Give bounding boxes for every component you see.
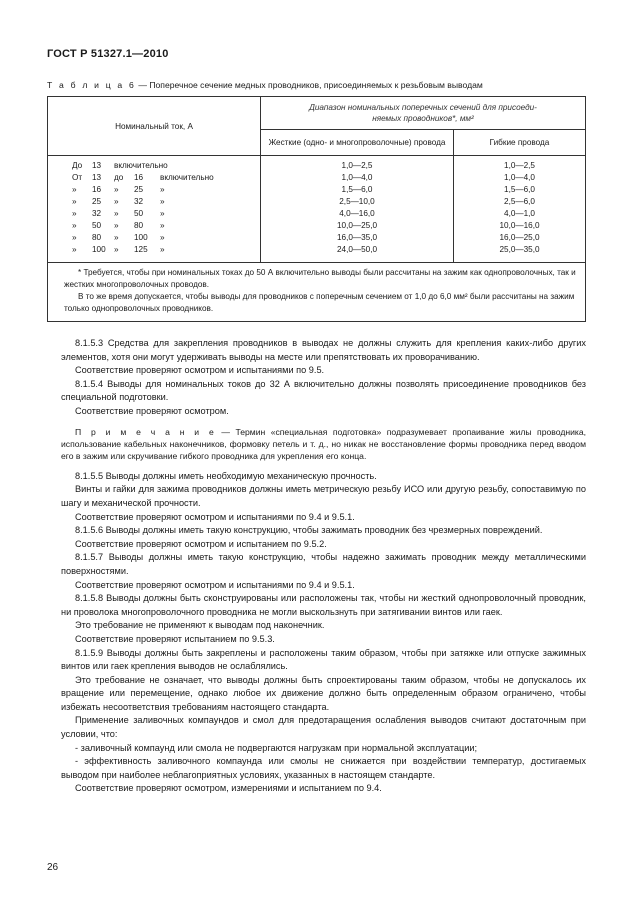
current-cell: 25: [92, 197, 102, 206]
rigid-value: 10,0—25,0: [336, 221, 378, 230]
paragraph: 8.1.5.4 Выводы для номинальных токов до 32 А включительно должны позволять присоединение проводников без специальной подготовки.: [61, 378, 586, 403]
current-cell: включительно: [114, 161, 168, 170]
current-cell: »: [72, 197, 77, 206]
current-cell: »: [72, 245, 77, 254]
rigid-value: 4,0—16,0: [339, 209, 375, 218]
current-column: [48, 156, 261, 263]
rigid-value: 1,0—4,0: [341, 173, 373, 182]
current-cell: 50: [92, 221, 102, 230]
paragraph: Соответствие проверяют осмотром.: [75, 405, 229, 416]
current-cell: »: [72, 221, 77, 230]
current-range: [48, 196, 260, 208]
current-cell: »: [160, 233, 165, 242]
flexible-column: [454, 156, 586, 263]
current-range: [48, 172, 260, 184]
current-cell: »: [160, 245, 165, 254]
current-cell: »: [72, 233, 77, 242]
current-range: [48, 232, 260, 244]
current-cell: 100: [92, 245, 106, 254]
current-cell: включительно: [160, 173, 214, 182]
paragraph: Соответствие проверяют осмотром и испытаниями по 9.5.: [75, 365, 325, 376]
rigid-value: 1,5—6,0: [341, 185, 373, 194]
current-cell: »: [160, 185, 165, 194]
flexible-value: 1,0—2,5: [504, 161, 535, 170]
range-header-line1: Диапазон номинальных поперечных сечений для присоеди-: [309, 103, 537, 112]
paragraph: Соответствие проверяют осмотром и испытаниями по 9.4 и 9.5.1.: [75, 511, 355, 522]
current-cell: »: [160, 209, 165, 218]
paragraph: Это требование не применяют к выводам под наконечник.: [75, 620, 325, 631]
current-cell: »: [72, 185, 77, 194]
rigid-column: [261, 156, 454, 263]
current-cell: »: [160, 221, 165, 230]
current-range: [48, 184, 260, 196]
current-cell: До: [72, 161, 83, 170]
conductor-section-table: [47, 96, 586, 322]
note-label: П р и м е ч а н и е: [75, 426, 216, 437]
col-header-range: [261, 97, 586, 130]
current-cell: »: [114, 245, 119, 254]
current-cell: 125: [134, 245, 148, 254]
footnote: * Требуется, чтобы при номинальных токах до 50 А включительно выводы были рассчитаны на зажим как однопроволочных, так и жестких многопроволочных проводов.: [64, 268, 576, 289]
range-header-line2: няемых проводников*, мм²: [372, 114, 474, 123]
current-cell: 80: [92, 233, 102, 242]
current-cell: »: [114, 185, 119, 194]
current-cell: 100: [134, 233, 148, 242]
paragraph: Применение заливочных компаундов и смол для предотаращения ослабления выводов считают достаточным при условии, что:: [61, 715, 586, 740]
col-header-rated-current: Номинальный ток, А: [48, 97, 261, 156]
list-item: - заливочный компаунд или смола не подвергаются нагрузкам при нормальной эксплуатации;: [75, 742, 478, 753]
flexible-value: 2,5—6,0: [504, 197, 535, 206]
current-cell: 32: [134, 197, 144, 206]
current-cell: до: [114, 173, 124, 182]
current-cell: 80: [134, 221, 144, 230]
paragraph: 8.1.5.9 Выводы должны быть закреплены и расположены таким образом, чтобы при затяжке или отпуске зажимных винтов или гаек крепления выводов не ослаблялись.: [61, 647, 586, 672]
current-cell: 13: [92, 161, 102, 170]
flexible-value: 4,0—1,0: [504, 209, 535, 218]
rigid-value: 1,0—2,5: [341, 161, 373, 170]
paragraph: Соответствие проверяют испытанием по 9.5.3.: [75, 633, 275, 644]
col-header-flexible: Гибкие провода: [454, 130, 586, 156]
current-cell: 16: [92, 185, 102, 194]
paragraph: Соответствие проверяют осмотром, измерениями и испытанием по 9.4.: [75, 783, 382, 794]
flexible-value: 10,0—16,0: [499, 221, 540, 230]
paragraph: Это требование не означает, что выводы должны быть спроектированы таким образом, чтобы не допускалось их вращение или перемещение, однако любое их движение должно быть определенным образом ограничено, чтобы избежать несоответствия требованиям настоящего стандарта.: [61, 674, 586, 712]
current-cell: 25: [134, 185, 144, 194]
flexible-value: 25,0—35,0: [499, 245, 540, 254]
current-cell: 16: [134, 173, 144, 182]
rigid-value: 16,0—35,0: [336, 233, 378, 242]
current-range: [48, 208, 260, 220]
paragraph: Винты и гайки для зажима проводников должны иметь метрическую резьбу ИСО или другую резьбу, сопоставимую по шагу и механической прочности.: [61, 484, 586, 508]
current-range: [48, 160, 260, 172]
document-header: ГОСТ Р 51327.1—2010: [47, 48, 169, 60]
page-number: 26: [47, 862, 59, 873]
flexible-value: 16,0—25,0: [499, 233, 540, 242]
current-cell: От: [72, 173, 83, 182]
table-caption: [47, 80, 587, 90]
table-caption-label: Т а б л и ц а 6: [47, 80, 136, 90]
table-footnotes: [48, 263, 586, 322]
footnote: В то же время допускается, чтобы выводы для проводников с поперечным сечением от 1,0 до 6,0 мм² были рассчитаны на зажим только однопроволочных проводников.: [64, 292, 575, 313]
col-header-rigid: Жесткие (одно- и многопроволочные) провода: [261, 130, 454, 156]
paragraph: Соответствие проверяют осмотром и испытанием по 9.5.2.: [75, 538, 327, 549]
rigid-value: 2,5—10,0: [339, 197, 375, 206]
current-cell: »: [160, 197, 165, 206]
table-caption-text: — Поперечное сечение медных проводников, присоединяемых к резьбовым выводам: [135, 80, 483, 90]
current-range: [48, 220, 260, 232]
paragraph: 8.1.5.7 Выводы должны иметь такую конструкцию, чтобы надежно зажимать проводник между металлическими поверхностями.: [61, 552, 586, 576]
current-range: [48, 244, 260, 256]
current-cell: »: [72, 209, 77, 218]
paragraph: 8.1.5.5 Выводы должны иметь необходимую механическую прочность.: [75, 470, 377, 481]
current-cell: »: [114, 209, 119, 218]
list-item: - эффективность заливочного компаунда или смолы не снижается при воздействии температур, достигаемых выводом при наиболее неблагоприятных условиях, указанных в настоящем стандарте.: [61, 756, 586, 780]
current-cell: 13: [92, 173, 102, 182]
current-cell: 32: [92, 209, 102, 218]
note-text: — Термин «специальная подготовка» подразумевает пропаивание жилы проводника, использование кабельных наконечников, формовку петель и т. д., но никак не восстановление формы проводника перед вводом его в зажим или скручивание гибкого проводника для укрепления его конца.: [61, 426, 586, 462]
flexible-value: 1,0—4,0: [504, 173, 535, 182]
current-cell: »: [114, 197, 119, 206]
rigid-value: 24,0—50,0: [336, 245, 378, 254]
note: [47, 426, 586, 463]
flexible-value: 1,5—6,0: [504, 185, 535, 194]
paragraph: Соответствие проверяют осмотром и испытаниями по 9.4 и 9.5.1.: [75, 579, 355, 590]
current-cell: »: [114, 221, 119, 230]
paragraph: 8.1.5.6 Выводы должны иметь такую конструкцию, чтобы зажимать проводник без чрезмерных повреждений.: [75, 525, 543, 536]
current-cell: »: [114, 233, 119, 242]
current-cell: 50: [134, 209, 144, 218]
body-text: [61, 337, 586, 796]
paragraph: 8.1.5.3 Средства для закрепления проводников в выводах не должны служить для крепления каких-либо других элементов, хотя они могут удерживать выводы на месте или препятствовать их проворачиванию.: [61, 338, 586, 362]
paragraph: 8.1.5.8 Выводы должны быть сконструированы или расположены так, чтобы ни жесткий однопроволочный проводник, ни проволока многопроволочного проводника не могли выскользнуть при затягивании винтов или гаек.: [61, 593, 586, 617]
